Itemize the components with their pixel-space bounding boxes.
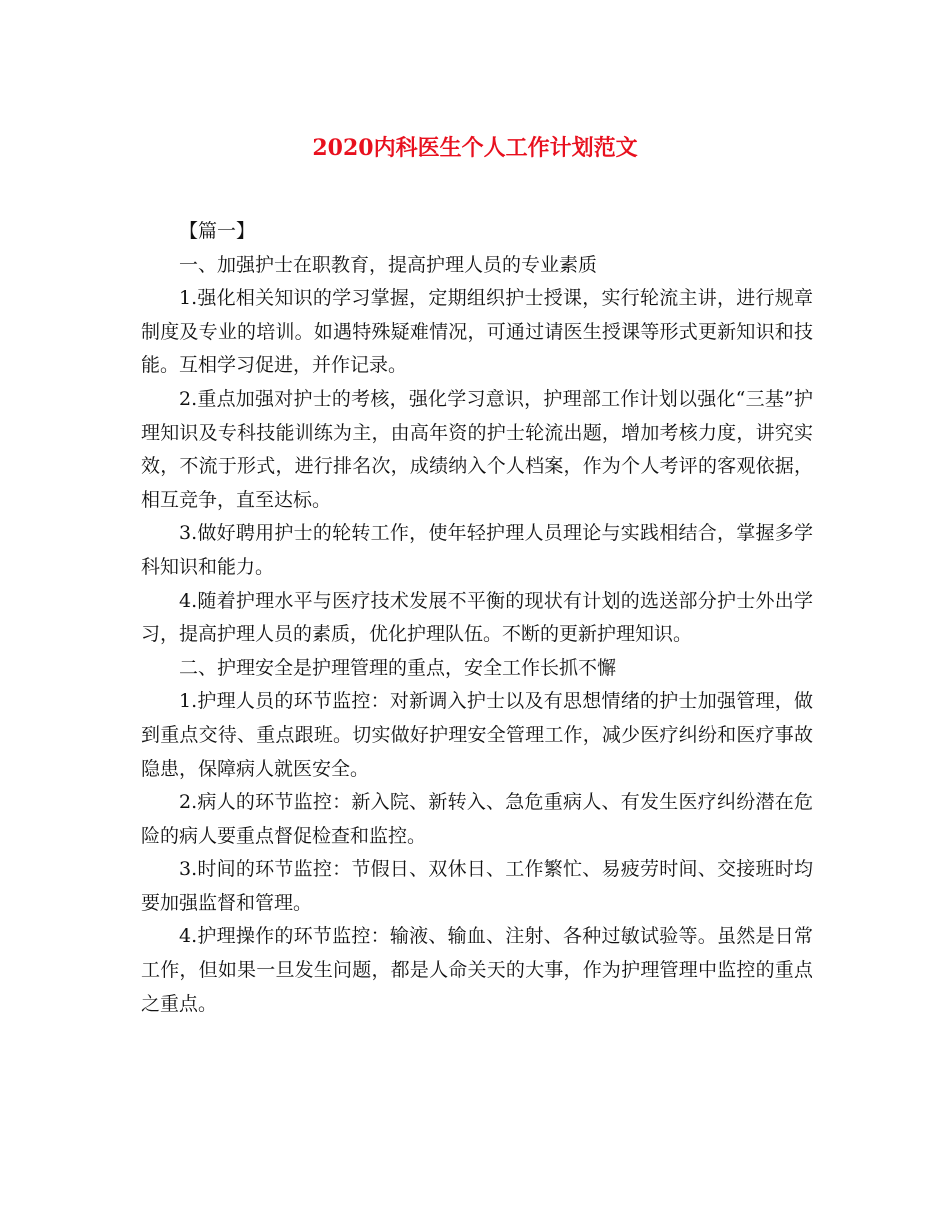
- paragraph: 4.随着护理水平与医疗技术发展不平衡的现状有计划的选送部分护士外出学习，提高护理人员的素质，优化护理队伍。不断的更新护理知识。: [141, 589, 813, 646]
- paragraph: 1.强化相关知识的学习掌握，定期组织护士授课，实行轮流主讲，进行规章制度及专业的培训。如遇特殊疑难情况，可通过请医生授课等形式更新知识和技能。互相学习促进，并作记录。: [141, 287, 813, 377]
- section-marker: 【篇一】: [179, 220, 256, 242]
- paragraph: 1.护理人员的环节监控：对新调入护士以及有思想情绪的护士加强管理，做到重点交待、重点跟班。切实做好护理安全管理工作，减少医疗纠纷和医疗事故隐患，保障病人就医安全。: [141, 690, 813, 780]
- section-heading-1: 一、加强护士在职教育，提高护理人员的专业素质: [179, 253, 598, 276]
- document-title: 2020内科医生个人工作计划范文: [312, 135, 638, 161]
- document-body: [141, 215, 813, 1021]
- paragraph: 4.护理操作的环节监控：输液、输血、注射、各种过敏试验等。虽然是日常工作，但如果一旦发生问题，都是人命关天的大事，作为护理管理中监控的重点之重点。: [141, 925, 813, 1015]
- section-heading-2: 二、护理安全是护理管理的重点，安全工作长抓不懈: [179, 656, 617, 679]
- paragraph: 3.时间的环节监控：节假日、双休日、工作繁忙、易疲劳时间、交接班时均要加强监督和管理。: [141, 858, 813, 914]
- paragraph: 2.重点加强对护士的考核，强化学习意识，护理部工作计划以强化“三基”护理知识及专科技能训练为主，由高年资的护士轮流出题，增加考核力度，讲究实效，不流于形式，进行排名次，成绩纳入个人档案，作为个人考评的客观依据，相互竞争，直至达标。: [141, 387, 813, 511]
- paragraph: 3.做好聘用护士的轮转工作，使年轻护理人员理论与实践相结合，掌握多学科知识和能力。: [141, 522, 813, 578]
- paragraph: 2.病人的环节监控：新入院、新转入、急危重病人、有发生医疗纠纷潜在危险的病人要重点督促检查和监控。: [141, 791, 813, 847]
